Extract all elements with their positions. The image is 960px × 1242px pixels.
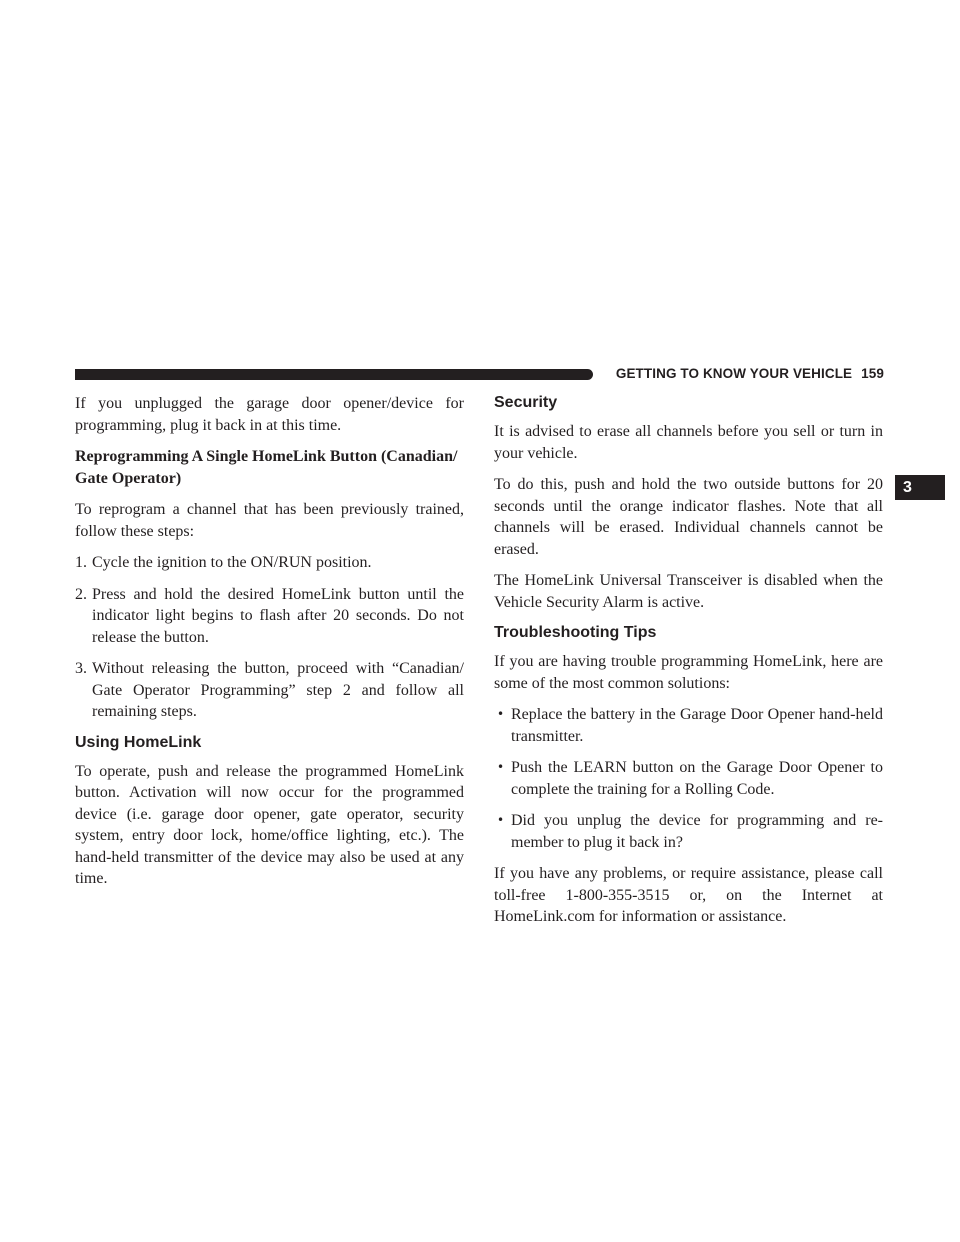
step-text: Cycle the ignition to the ON/RUN position. xyxy=(92,554,372,571)
bullet-icon: • xyxy=(497,707,505,721)
step-number: 3. xyxy=(75,660,87,677)
paragraph-unplugged: If you unplugged the garage door opener/device for programming, plug it back in at this time. xyxy=(75,395,464,434)
step-text: Press and hold the desired HomeLink button until the indicator light begins to flash after 20 seconds. Do not release the button. xyxy=(92,585,464,646)
left-column xyxy=(75,393,464,900)
header-rule xyxy=(75,369,593,380)
bullet-text: Replace the battery in the Garage Door Opener hand-held transmitter. xyxy=(511,706,883,745)
page-number: 159 xyxy=(861,366,884,381)
chapter-tab: 3 xyxy=(895,475,945,500)
step-number: 2. xyxy=(75,585,87,603)
paragraph-assistance: If you have any problems, or require assistance, please call toll-free 1-800-355-3515 or, on the Internet at HomeLink.com for information or assistance. xyxy=(494,865,883,925)
paragraph-security-1: It is advised to erase all channels before you sell or turn in your vehicle. xyxy=(494,423,883,462)
step-item xyxy=(75,552,464,574)
step-item xyxy=(75,658,464,723)
subheading-reprogramming: Reprogramming A Single HomeLink Button (Canadian/ Gate Operator) xyxy=(75,448,458,487)
paragraph-security-2: To do this, push and hold the two outside buttons for 20 seconds until the orange indicator flashes. Note that all channels will be erased. Individual channels cannot be erased. xyxy=(494,476,883,558)
bullet-text: Did you unplug the device for programming and re-member to plug it back in? xyxy=(511,812,883,851)
section-title: GETTING TO KNOW YOUR VEHICLE xyxy=(615,366,853,381)
paragraph-security-3: The HomeLink Universal Transceiver is disabled when the Vehicle Security Alarm is active. xyxy=(494,572,883,611)
step-item xyxy=(75,584,464,649)
running-header xyxy=(604,366,884,382)
right-column xyxy=(494,393,883,938)
step-text: Without releasing the button, proceed with “Canadian/ Gate Operator Programming” step 2 and follow all remaining steps. xyxy=(92,660,464,720)
step-number: 1. xyxy=(75,554,87,571)
paragraph-using-homelink: To operate, push and release the programmed HomeLink button. Activation will now occur for the programmed device (i.e. garage door opener, gate operator, security system, entry door lock, home/office lighting, etc.). The hand-held transmitter of the device may also be used at any time. xyxy=(75,762,464,887)
heading-using-homelink: Using HomeLink xyxy=(75,733,202,751)
bullet-item xyxy=(494,757,883,800)
paragraph-reprogram-intro: To reprogram a channel that has been previously trained, follow these steps: xyxy=(75,501,464,540)
bullet-icon: • xyxy=(497,813,505,827)
bullet-icon: • xyxy=(497,760,505,774)
bullet-item xyxy=(494,704,883,747)
bullet-text: Push the LEARN button on the Garage Door Opener to complete the training for a Rolling Code. xyxy=(511,759,883,798)
heading-troubleshooting: Troubleshooting Tips xyxy=(494,624,657,641)
paragraph-troubleshooting-intro: If you are having trouble programming HomeLink, here are some of the most common solutions: xyxy=(494,653,883,692)
bullet-item xyxy=(494,810,883,853)
heading-security: Security xyxy=(494,394,558,411)
